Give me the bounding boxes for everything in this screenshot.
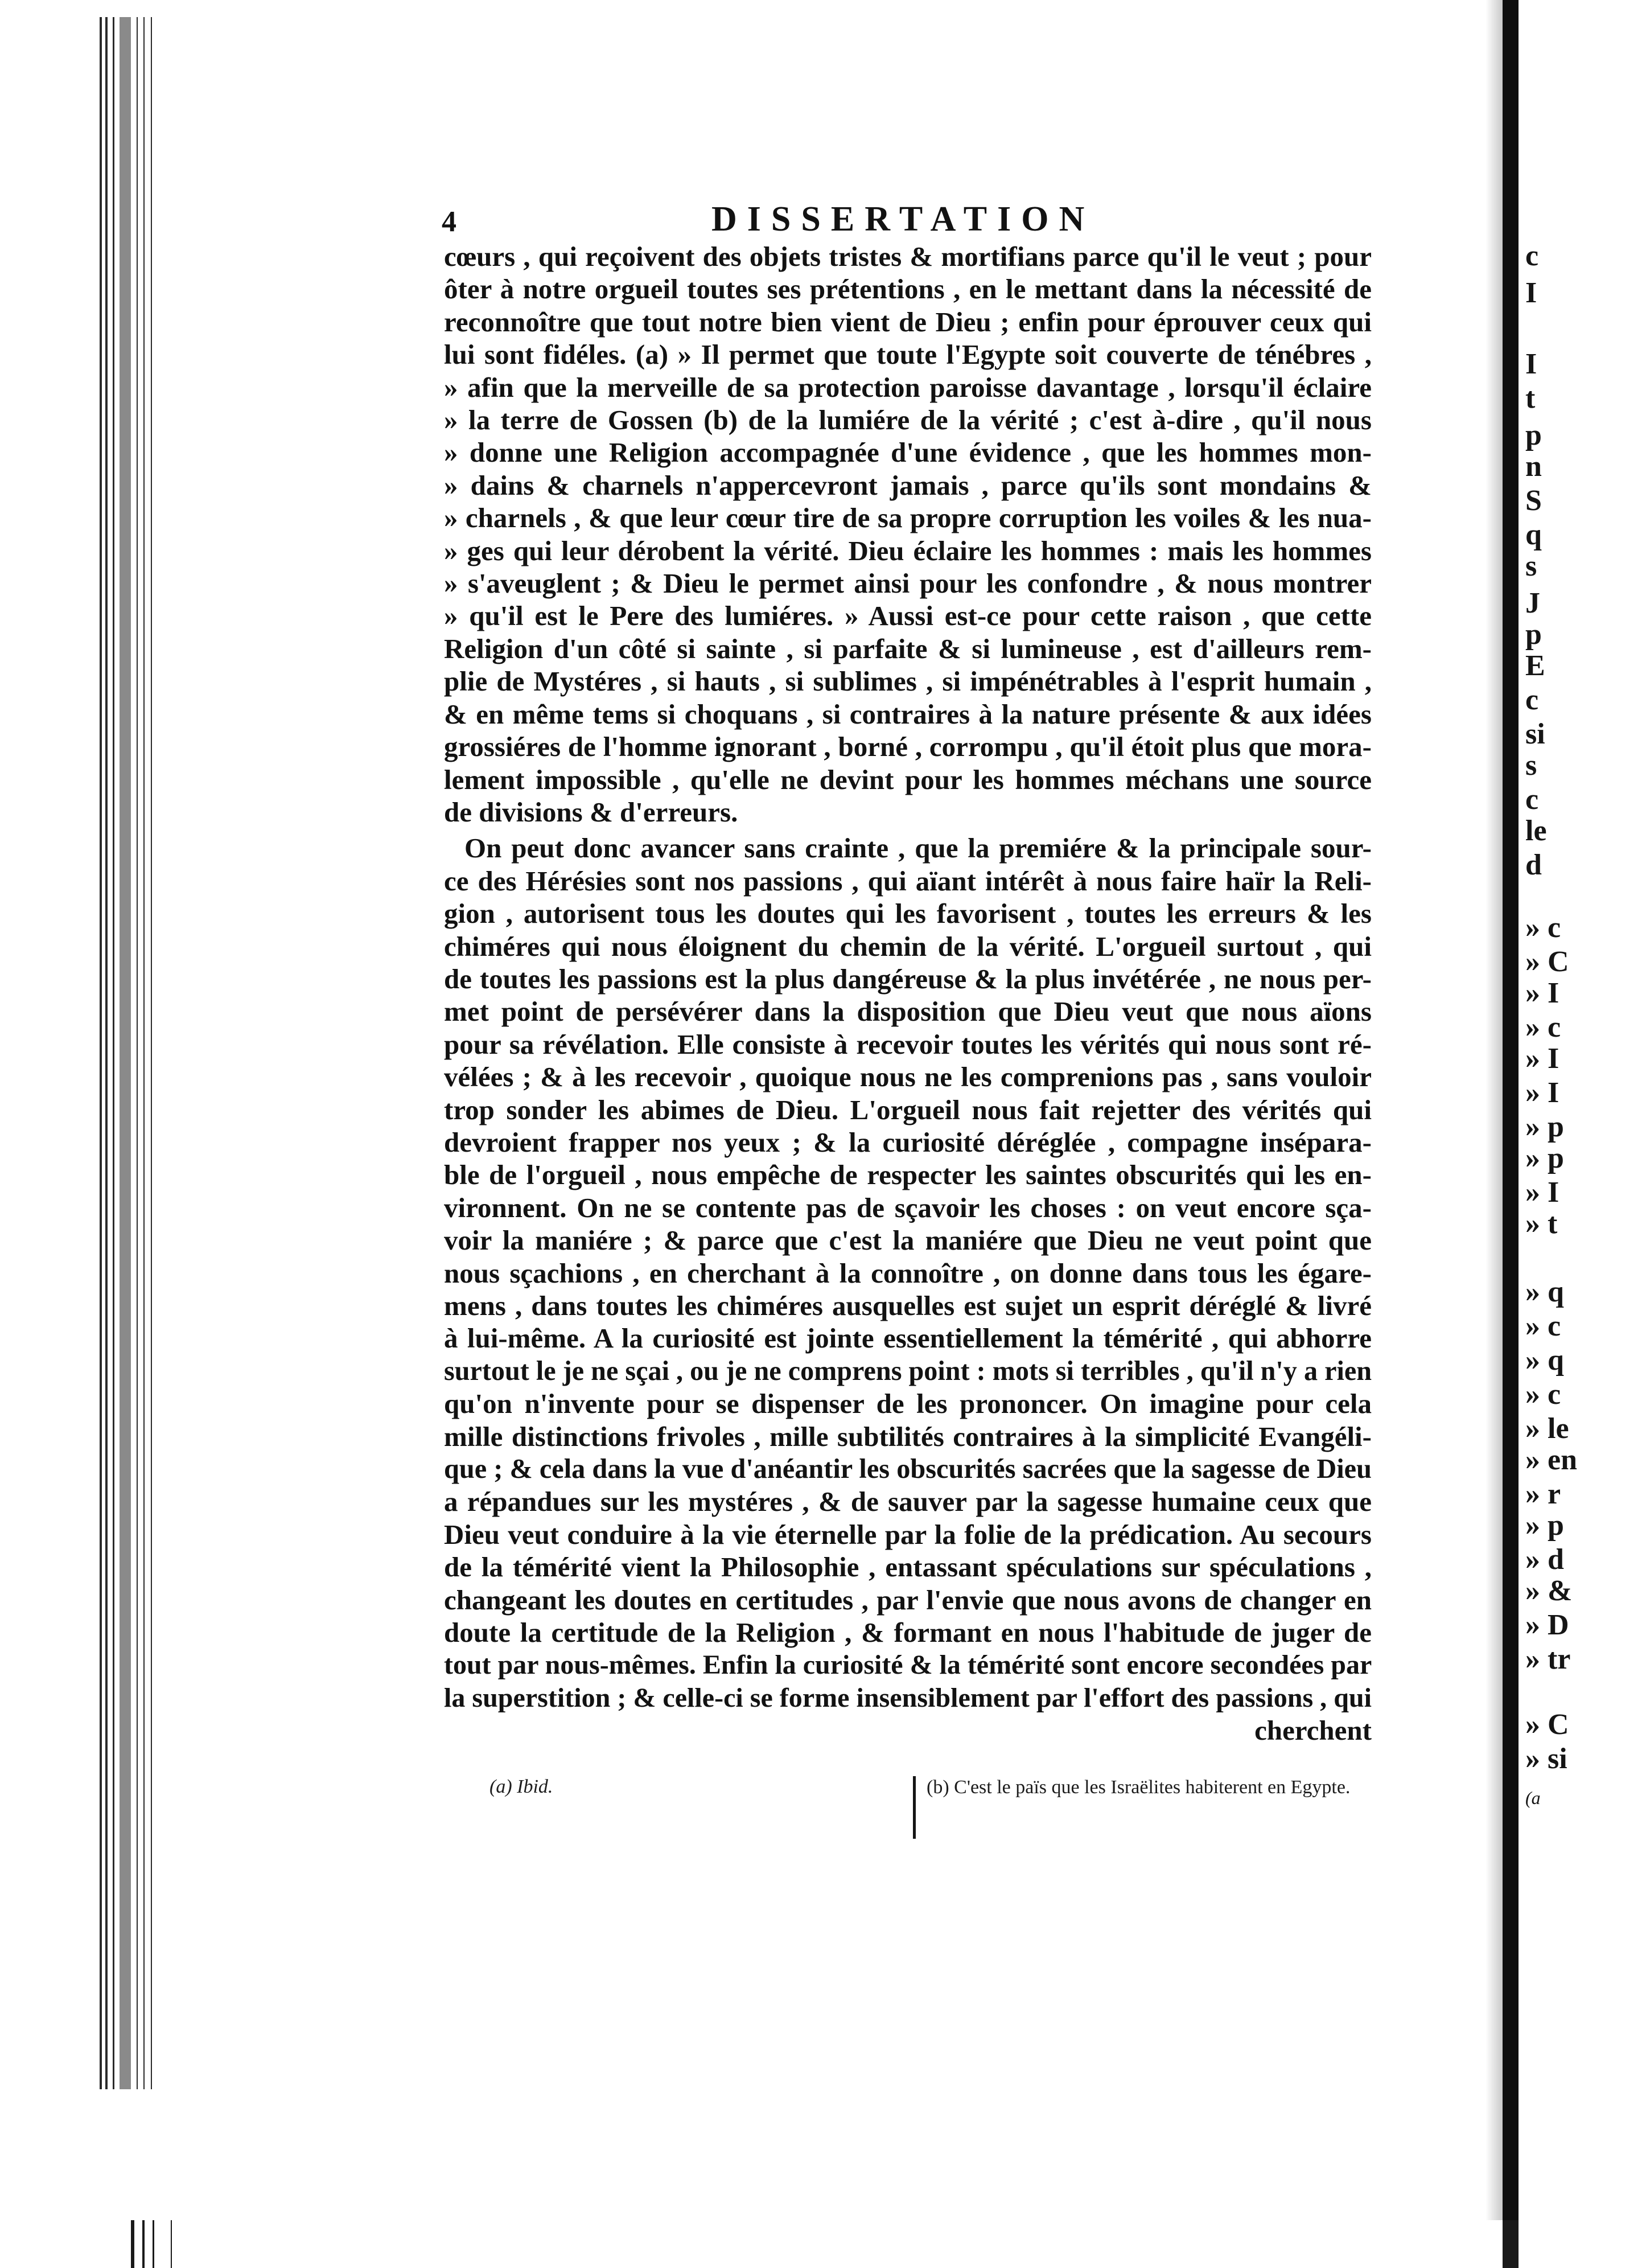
gutter-edge: [1503, 2220, 1519, 2268]
facing-page-fragment: » q: [1525, 1276, 1564, 1308]
text-line: » afin que la merveille de sa protection paroisse davantage , lorsqu'il éclaire: [444, 371, 1372, 403]
text-line: » dains & charnels n'appercevront jamais , parce qu'ils sont mondains &: [444, 469, 1372, 501]
text-line: qu'on n'invente pour se dispenser de les prononcer. On imagine pour cela: [444, 1388, 1372, 1420]
facing-page-fragment: » C: [1525, 1708, 1569, 1741]
catchword: cherchent: [1254, 1715, 1372, 1747]
facing-page-fragment: J: [1525, 587, 1540, 619]
text-line: grossiéres de l'homme ignorant , borné , corrompu , qu'il étoit plus que mora-: [444, 731, 1372, 763]
text-line: » charnels , & que leur cœur tire de sa propre corruption les voiles & les nua-: [444, 502, 1372, 534]
binding-line: [153, 2220, 154, 2268]
facing-page-fragment: » r: [1525, 1478, 1561, 1510]
facing-page-fragment: I: [1525, 277, 1537, 309]
text-line: la superstition ; & celle-ci se forme insensiblement par l'effort des passions , qui: [444, 1682, 1372, 1713]
text-line: pour sa révélation. Elle consiste à recevoir toutes les vérités qui nous sont ré-: [444, 1028, 1372, 1060]
text-line: lement impossible , qu'elle ne devint pour les hommes méchans une source: [444, 763, 1372, 795]
binding-shade: [120, 17, 131, 2089]
facing-page-fragment: » p: [1525, 1142, 1564, 1174]
binding-line: [137, 17, 138, 2089]
text-line: met point de persévérer dans la disposition que Dieu veut que nous aïons: [444, 996, 1372, 1028]
gutter-shadow: [1485, 0, 1503, 2268]
facing-page-fragment: I: [1525, 348, 1537, 380]
text-line: que ; & cela dans la vue d'anéantir les obscurités sacrées que la sagesse de Dieu: [444, 1454, 1372, 1485]
facing-page-fragment: » en: [1525, 1444, 1577, 1476]
binding-line: [142, 2220, 145, 2268]
text-line: cœurs , qui reçoivent des objets tristes & mortifians parce qu'il le veut ; pour: [444, 241, 1372, 272]
text-line: surtout le je ne sçai , ou je ne comprens point : mots si terribles , qu'il n'y a rien: [444, 1355, 1372, 1386]
text-line: » ges qui leur dérobent la vérité. Dieu éclaire les hommes : mais les hommes: [444, 535, 1372, 566]
text-line: reconnoître que tout notre bien vient de Dieu ; enfin pour éprouver ceux qui: [444, 306, 1372, 338]
facing-page-fragment: » le: [1525, 1412, 1569, 1445]
page-number: 4: [442, 206, 456, 238]
facing-page-fragment: » tr: [1525, 1643, 1571, 1675]
text-line: On peut donc avancer sans crainte , que la premiére & la principale sour-: [464, 832, 1372, 864]
facing-page-fragment: » I: [1525, 977, 1559, 1009]
text-line: » la terre de Gossen (b) de la lumiére de la vérité ; c'est à-dire , qu'il nous: [444, 404, 1372, 436]
text-line: a répandues sur les mystéres , & de sauver par la sagesse humaine ceux que: [444, 1486, 1372, 1518]
binding-line: [171, 2220, 172, 2268]
text-line: lui sont fidéles. (a) » Il permet que toute l'Egypte soit couverte de ténébres ,: [444, 339, 1372, 371]
page-gutter: [1503, 0, 1519, 2268]
body-text: [444, 240, 1372, 1747]
running-title: DISSERTATION: [711, 200, 1095, 239]
facing-page-fragment: » I: [1525, 1176, 1559, 1209]
facing-page-fragment: c: [1525, 783, 1539, 816]
facing-page-fragment: c: [1525, 240, 1539, 272]
text-line: vélées ; & à les recevoir , quoique nous ne les comprenions pas , sans vouloir: [444, 1061, 1372, 1093]
text-line: à lui-même. A la curiosité est jointe essentiellement la témérité , qui abhorre: [444, 1322, 1372, 1354]
facing-page-fragment: » &: [1525, 1575, 1573, 1607]
text-line: Religion d'un côté si sainte , si parfaite & si lumineuse , est d'ailleurs rem-: [444, 632, 1372, 664]
binding-line: [131, 2220, 134, 2268]
text-line: doute la certitude de la Religion , & formant en nous l'habitude de juger de: [444, 1617, 1372, 1649]
text-line: ble de l'orgueil , nous empêche de respecter les saintes obscurités qui les en-: [444, 1159, 1372, 1191]
facing-page-fragment: n: [1525, 450, 1542, 483]
text-line: » s'aveuglent ; & Dieu le permet ainsi pour les confondre , & nous montrer: [444, 568, 1372, 599]
text-line: Dieu veut conduire à la vie éternelle par la folie de la prédication. Au secours: [444, 1518, 1372, 1550]
binding-line: [113, 17, 114, 2089]
facing-page-fragment: » q: [1525, 1344, 1564, 1377]
binding-line: [100, 17, 102, 2089]
facing-page-fragment: » I: [1525, 1042, 1559, 1075]
text-line: » donne une Religion accompagnée d'une évidence , que les hommes mon-: [444, 437, 1372, 469]
facing-page-fragment: » p: [1525, 1111, 1564, 1143]
facing-page-fragment: s: [1525, 550, 1537, 582]
facing-page-fragment: E: [1525, 650, 1545, 682]
facing-page-fragment: » c: [1525, 1011, 1561, 1043]
binding-line: [143, 17, 145, 2089]
facing-page-fragment: » c: [1525, 911, 1561, 944]
text-line: plie de Mystéres , si hauts , si sublimes , si impénétrables à l'esprit humain ,: [444, 665, 1372, 697]
facing-page-fragment: p: [1525, 618, 1542, 651]
facing-page-fragment: » D: [1525, 1609, 1569, 1641]
text-line: mens , dans toutes les chiméres ausquelles est sujet un esprit déréglé & livré: [444, 1290, 1372, 1321]
facing-page-fragment: p: [1525, 419, 1542, 451]
text-line: de divisions & d'erreurs.: [444, 796, 738, 828]
facing-page-fragment: » p: [1525, 1509, 1564, 1542]
facing-page-fragment: (a: [1525, 1788, 1541, 1808]
facing-page-fragment: » t: [1525, 1207, 1558, 1240]
text-line: changeant les doutes en certitudes , par l'envie que nous avons de changer en: [444, 1584, 1372, 1616]
text-line: trop sonder les abimes de Dieu. L'orgueil nous fait rejetter des vérités qui: [444, 1094, 1372, 1125]
text-line: ce des Hérésies sont nos passions , qui aïant intérêt à nous faire haïr la Reli-: [444, 865, 1372, 897]
facing-page-fragment: » si: [1525, 1743, 1567, 1775]
binding-line: [105, 17, 108, 2089]
footnote-b: (b) C'est le païs que les Israëlites habiterent en Egypte.: [927, 1777, 1351, 1798]
text-line: de la témérité vient la Philosophie , entassant spéculations sur spéculations ,: [444, 1551, 1372, 1583]
running-head: [444, 199, 1372, 240]
text-line: devroient frapper nos yeux ; & la curiosité déréglée , compagne insépara-: [444, 1126, 1372, 1158]
book-binding-edge: [34, 17, 165, 2089]
text-line: vironnent. On ne se contente pas de sçavoir les choses : on veut encore sça-: [444, 1191, 1372, 1223]
facing-page-fragment: c: [1525, 684, 1539, 716]
text-line: & en même tems si choquans , si contraires à la nature présente & aux idées: [444, 698, 1372, 730]
facing-page-fragment: » C: [1525, 946, 1569, 978]
binding-line: [151, 17, 152, 2089]
facing-page-fragment: » c: [1525, 1310, 1561, 1342]
text-line: nous sçachions , en cherchant à la connoître , on donne dans tous les égare-: [444, 1257, 1372, 1289]
facing-page-fragment: t: [1525, 382, 1536, 414]
facing-page-edge: [1519, 0, 1646, 2268]
footnote-a: (a) Ibid.: [489, 1776, 553, 1797]
facing-page-fragment: s: [1525, 749, 1537, 782]
text-line: chiméres qui nous éloignent du chemin de la vérité. L'orgueil surtout , qui: [444, 930, 1372, 962]
facing-page-fragment: q: [1525, 519, 1542, 551]
text-line: voir la maniére ; & parce que c'est la maniére que Dieu ne veut point que: [444, 1225, 1372, 1256]
facing-page-fragment: si: [1525, 718, 1545, 750]
text-page: [444, 199, 1372, 1747]
text-line: » qu'il est le Pere des lumiéres. » Aussi est-ce pour cette raison , que cette: [444, 600, 1372, 632]
facing-page-fragment: » I: [1525, 1077, 1559, 1109]
facing-page-fragment: S: [1525, 484, 1542, 517]
text-line: tout par nous-mêmes. Enfin la curiosité & la témérité sont encore secondées par: [444, 1650, 1372, 1681]
text-line: de toutes les passions est la plus dangéreuse & la plus invétérée , ne nous per-: [444, 963, 1372, 995]
text-line: ôter à notre orgueil toutes ses prétentions , en le mettant dans la nécessité de: [444, 273, 1372, 305]
facing-page-fragment: le: [1525, 815, 1547, 847]
text-line: gion , autorisent tous les doutes qui les favorisent , toutes les erreurs & les: [444, 898, 1372, 930]
facing-page-fragment: » c: [1525, 1378, 1561, 1411]
facing-page-fragment: » d: [1525, 1543, 1564, 1576]
footnote-rule: [913, 1776, 916, 1839]
facing-page-fragment: d: [1525, 849, 1542, 881]
text-line: mille distinctions frivoles , mille subtilités contraires à la simplicité Evangéli-: [444, 1420, 1372, 1452]
bottom-binding-strip: [0, 2220, 1646, 2268]
